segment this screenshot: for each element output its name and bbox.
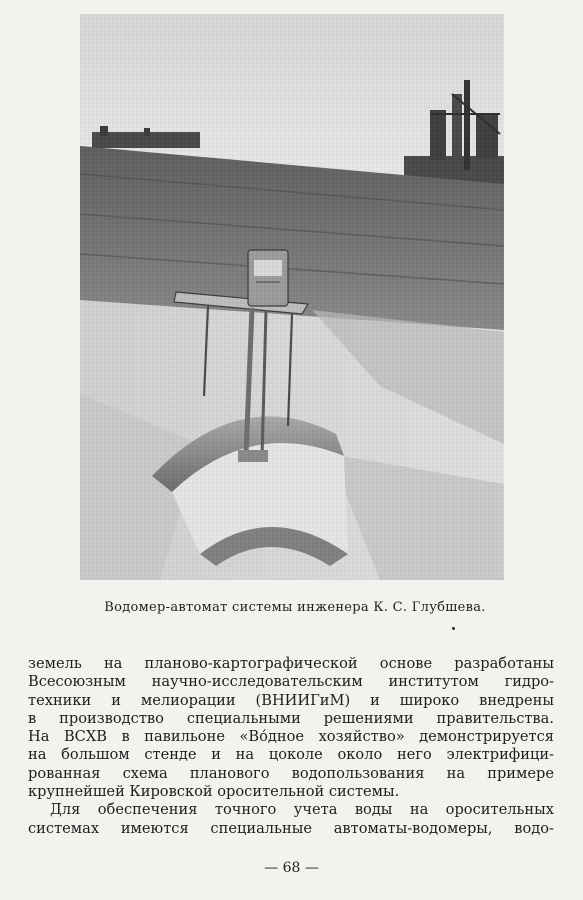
- body-line: крупнейшей Кировской оросительной системы.: [28, 783, 400, 801]
- body-line: Всесоюзным научно-исследовательским институтом гидро-: [28, 673, 554, 691]
- body-line: Для обеспечения точного учета воды на оросительных: [50, 801, 554, 819]
- body-line: на большом стенде и на цоколе около него электрифици-: [28, 746, 554, 764]
- body-line: техники и мелиорации (ВНИИГиМ) и широко внедрены: [28, 691, 554, 709]
- water-meter-photo: [80, 14, 504, 580]
- body-line: земель на планово-картографической основе разработаны: [28, 655, 554, 672]
- page-number: — 68 —: [264, 860, 319, 876]
- body-text: [28, 655, 554, 838]
- body-line: в производство специальными решениями правительства.: [28, 709, 554, 727]
- print-speck: [452, 627, 455, 630]
- body-line: системах имеются специальные автоматы-водомеры, водо-: [28, 819, 554, 837]
- body-line: На ВСХВ в павильоне «Во́дное хозяйство» демонстрируется: [28, 728, 554, 746]
- body-line: рованная схема планового водопользования на примере: [28, 764, 554, 782]
- figure-caption: Водомер-автомат системы инженера К. С. Глубшева.: [104, 600, 486, 615]
